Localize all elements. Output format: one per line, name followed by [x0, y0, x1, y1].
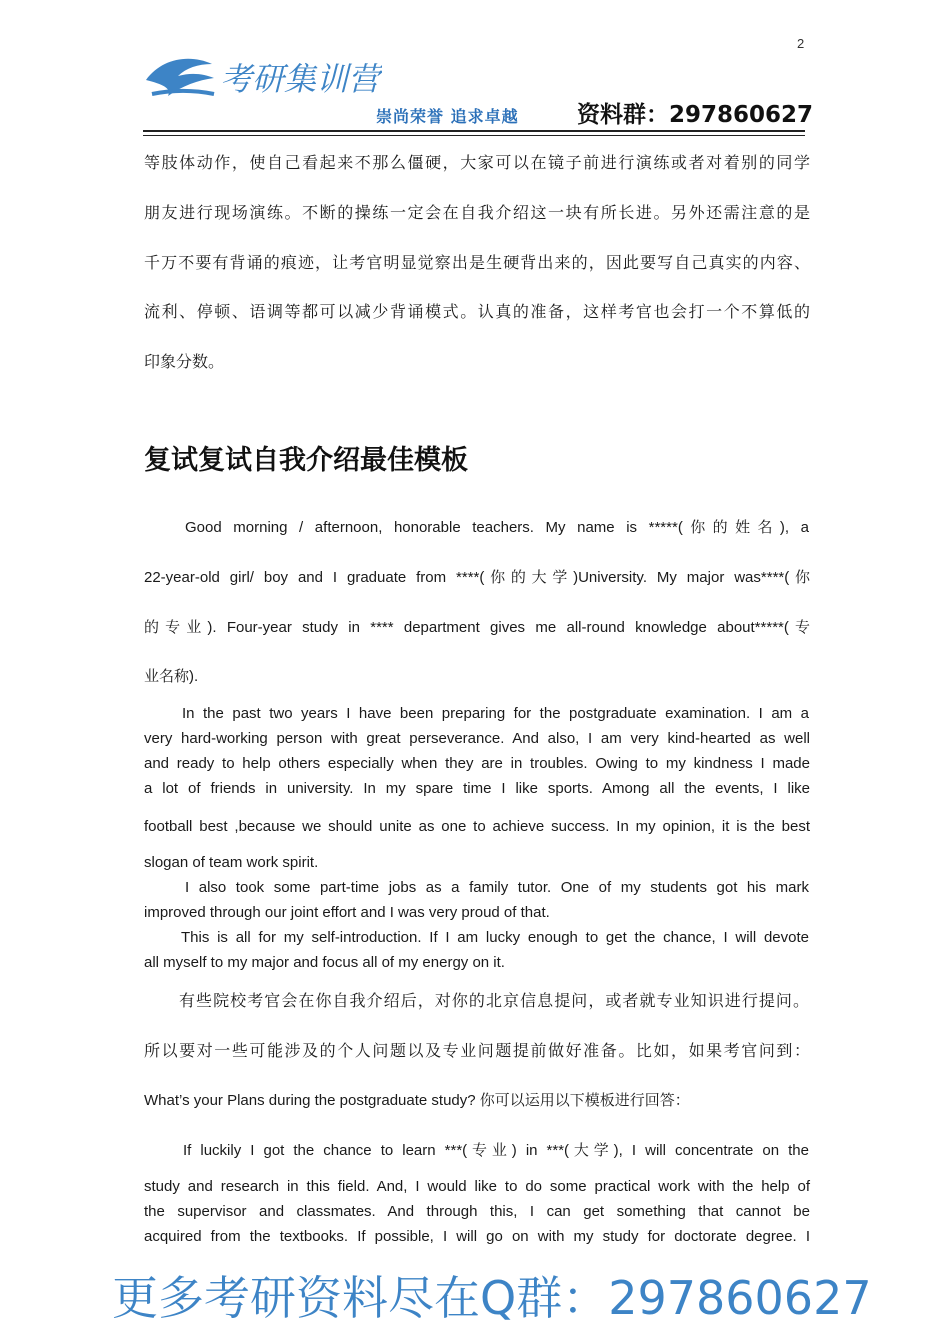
text-line: all myself to my major and focus all of my energy on it.	[144, 954, 505, 971]
text-line: This is all for my self-introduction. If I am lucky enough to get the chance, I will devote	[181, 929, 809, 946]
text-line: football best ,because we should unite as one to achieve success. In my opinion, it is the best	[144, 818, 810, 835]
text-line: very hard-working person with great perseverance. And also, I am very kind-hearted as well	[144, 730, 810, 747]
text-line: I also took some part-time jobs as a family tutor. One of my students got his mark	[185, 879, 809, 896]
text-line: 业名称).	[144, 668, 199, 685]
section-heading: 复试复试自我介绍最佳模板	[144, 445, 468, 476]
text-line: and ready to help others especially when they are in troubles. Owing to my kindness I made	[144, 755, 810, 772]
text-line: In the past two years I have been preparing for the postgraduate examination. I am a	[182, 705, 809, 722]
slogan: 崇尚荣誉 追求卓越	[376, 107, 519, 126]
text-line: improved through our joint effort and I was very proud of that.	[144, 904, 550, 921]
text-line: Good morning / afternoon, honorable teachers. My name is *****(你的姓名), a	[185, 519, 809, 536]
text-line: 22-year-old girl/ boy and I graduate from ****(你的大学)University. My major was****(你	[144, 569, 810, 586]
text-line: the supervisor and classmates. And through this, I can get something that cannot be	[144, 1203, 810, 1220]
text-line: 的专业). Four-year study in **** department gives me all-round knowledge about*****(专	[144, 619, 810, 636]
header-divider	[143, 130, 805, 132]
text-line: 所以要对一些可能涉及的个人问题以及专业问题提前做好准备。比如，如果考官问到：	[144, 1041, 810, 1060]
page-number: 2	[797, 36, 805, 51]
text-line: 有些院校考官会在你自我介绍后，对你的北京信息提问，或者就专业知识进行提问。	[179, 991, 809, 1010]
text-line: slogan of team work spirit.	[144, 854, 319, 871]
eagle-logo-icon	[142, 50, 382, 106]
text-line: 等肢体动作，使自己看起来不那么僵硬，大家可以在镜子前进行演练或者对着别的同学	[144, 153, 810, 172]
text-line: study and research in this field. And, I would like to do some practical work with the help of	[144, 1178, 810, 1195]
text-line: 流利、停顿、语调等都可以减少背诵模式。认真的准备，这样考官也会打一个不算低的	[144, 302, 810, 321]
logo-text: 考研集训营	[220, 60, 381, 98]
text-line: What’s your Plans during the postgraduate study? 你可以运用以下模板进行回答：	[144, 1092, 690, 1109]
header-divider-thin	[143, 135, 805, 136]
text-line: a lot of friends in university. In my spare time I like sports. Among all the events, I like	[144, 780, 810, 797]
text-line: acquired from the textbooks. If possible, I will go on with my study for doctorate degree. I	[144, 1228, 810, 1245]
text-line: 千万不要有背诵的痕迹，让考官明显觉察出是生硬背出来的，因此要写自己真实的内容、	[144, 253, 810, 272]
brand-logo	[142, 50, 382, 106]
group-label: 资料群：297860627	[577, 102, 814, 128]
text-line: 朋友进行现场演练。不断的操练一定会在自我介绍这一块有所长进。另外还需注意的是	[144, 203, 810, 222]
text-line: If luckily I got the chance to learn ***(专业) in ***(大学), I will concentrate on the	[183, 1142, 809, 1159]
footer-banner: 更多考研资料尽在Q群：297860627	[112, 1271, 872, 1325]
text-line: 印象分数。	[144, 352, 225, 371]
